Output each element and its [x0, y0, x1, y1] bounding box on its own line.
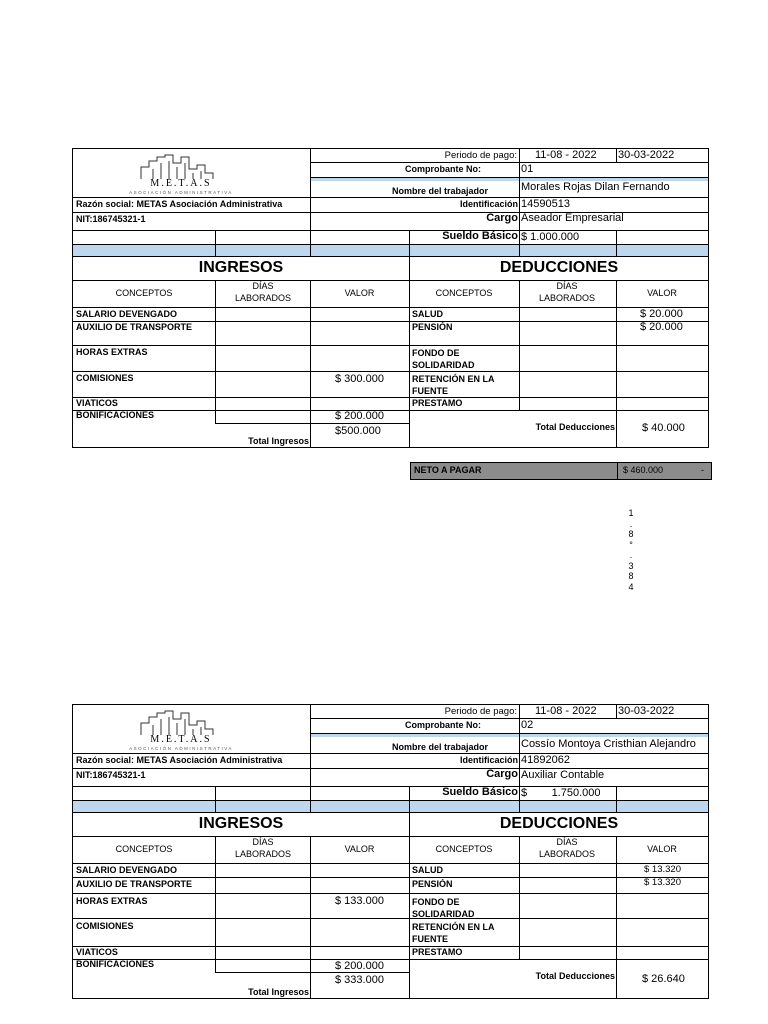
salud-label: SALUD	[412, 865, 443, 875]
conceptos-header: CONCEPTOS	[435, 288, 493, 298]
total-deducciones-value: $ 40.000	[642, 422, 685, 434]
bonificaciones-label: BONIFICACIONES	[76, 410, 155, 420]
salud-label: SALUD	[412, 309, 443, 319]
valor-header: VALOR	[647, 844, 677, 854]
identificacion-label: Identificación	[459, 199, 518, 209]
identificacion-label: Identificación	[459, 755, 518, 765]
periodo-label: Periodo de pago:	[444, 150, 517, 161]
cargo-label: Cargo	[486, 768, 518, 780]
nombre-label: Nombre del trabajador	[391, 742, 488, 752]
retencion-label: RETENCIÓN EN LA FUENTE	[412, 374, 495, 396]
comprobante-value: 02	[521, 719, 534, 731]
retencion-label: RETENCIÓN EN LA FUENTE	[412, 922, 495, 944]
comprobante-label: Comprobante No:	[405, 720, 481, 730]
nit: NIT:186745321-1	[76, 214, 146, 224]
payroll-slip-2	[72, 704, 709, 999]
prestamo-label: PRESTAMO	[412, 398, 463, 408]
comprobante-label: Comprobante No:	[405, 164, 481, 174]
bonificaciones-value: $ 200.000	[335, 410, 384, 422]
bonificaciones-value: $ 200.000	[335, 960, 384, 972]
deducciones-title: DEDUCCIONES	[499, 815, 619, 832]
neto-a-pagar-bar	[410, 462, 712, 480]
salario-label: SALARIO DEVENGADO	[76, 309, 178, 319]
valor-header: VALOR	[344, 288, 375, 298]
svg-text:ASOCIACIÓN ADMINISTRATIVA: ASOCIACIÓN ADMINISTRATIVA	[129, 746, 233, 751]
payroll-slip-1	[72, 148, 709, 448]
neto-label: NETO A PAGAR	[414, 465, 482, 475]
fondo-label: FONDO DE SOLIDARIDAD	[412, 897, 475, 919]
identificacion-value: 14590513	[521, 198, 570, 210]
auxilio-label: AUXILIO DE TRANSPORTE	[76, 879, 193, 889]
sueldo-value: $ 1.750.000	[521, 787, 601, 799]
razon-social: Razón social: METAS Asociación Administrativa	[76, 199, 283, 209]
svg-text:M.E.T.A.S: M.E.T.A.S	[150, 734, 212, 745]
total-deducciones-label: Total Deducciones	[535, 422, 615, 432]
viaticos-label: VIATICOS	[76, 398, 118, 408]
comprobante-value: 01	[521, 163, 534, 175]
nombre-value: Cossío Montoya Cristhian Alejandro	[521, 738, 696, 750]
total-ingresos-value: $ 333.000	[335, 974, 384, 986]
metas-logo	[97, 153, 267, 195]
sueldo-label: Sueldo Básico	[442, 230, 518, 242]
total-ingresos-label: Total Ingresos	[248, 987, 309, 997]
metas-logo	[97, 709, 267, 751]
deducciones-title: DEDUCCIONES	[499, 259, 619, 276]
fecha-inicio: 11-08 - 2022	[535, 705, 597, 717]
dias-header: DÍAS LABORADOS	[538, 281, 596, 303]
valor-header: VALOR	[344, 844, 375, 854]
salud-value: $ 13.320	[644, 864, 681, 875]
svg-text:ASOCIACIÓN ADMINISTRATIVA: ASOCIACIÓN ADMINISTRATIVA	[129, 190, 233, 195]
conceptos-header: CONCEPTOS	[115, 844, 173, 854]
conceptos-header: CONCEPTOS	[115, 288, 173, 298]
svg-text:M.E.T.A.S: M.E.T.A.S	[150, 178, 212, 189]
dias-header: DÍAS LABORADOS	[538, 837, 596, 859]
identificacion-value: 41892062	[521, 754, 570, 766]
sueldo-value: $ 1.000.000	[521, 231, 580, 243]
cargo-value: Aseador Empresarial	[521, 212, 624, 224]
comisiones-value: $ 300.000	[335, 373, 384, 385]
fecha-inicio: 11-08 - 2022	[535, 149, 597, 161]
horas-label: HORAS EXTRAS	[76, 896, 148, 906]
total-deducciones-label: Total Deducciones	[535, 971, 615, 981]
fecha-fin: 30-03-2022	[618, 149, 675, 161]
sueldo-label: Sueldo Básico	[442, 786, 518, 798]
horas-value: $ 133.000	[335, 895, 384, 907]
vertical-number: 1 . 8 ° . 3 8 4	[628, 508, 634, 592]
nombre-label: Nombre del trabajador	[391, 186, 488, 196]
neto-value: $ 460.000	[623, 465, 664, 475]
neto-dash: -	[701, 465, 704, 475]
total-ingresos-value: $500.000	[335, 425, 381, 437]
pension-value: $ 20.000	[640, 321, 683, 333]
pension-label: PENSIÓN	[412, 322, 453, 332]
ingresos-title: INGRESOS	[198, 259, 284, 276]
nit: NIT:186745321-1	[76, 770, 146, 780]
razon-social: Razón social: METAS Asociación Administrativa	[76, 755, 283, 765]
ingresos-title: INGRESOS	[198, 815, 284, 832]
prestamo-label: PRESTAMO	[412, 947, 463, 957]
comisiones-label: COMISIONES	[76, 373, 134, 383]
conceptos-header: CONCEPTOS	[435, 844, 493, 854]
dias-header: DÍAS LABORADOS	[234, 837, 292, 859]
total-ingresos-label: Total Ingresos	[248, 436, 309, 446]
periodo-label: Periodo de pago:	[444, 706, 517, 717]
pension-value: $ 13.320	[644, 877, 681, 888]
dias-header: DÍAS LABORADOS	[234, 281, 292, 303]
bonificaciones-label: BONIFICACIONES	[76, 959, 155, 969]
salario-label: SALARIO DEVENGADO	[76, 865, 178, 875]
auxilio-label: AUXILIO DE TRANSPORTE	[76, 322, 193, 332]
cargo-label: Cargo	[486, 212, 518, 224]
fondo-label: FONDO DE SOLIDARIDAD	[412, 348, 475, 370]
viaticos-label: VIATICOS	[76, 947, 118, 957]
cargo-value: Auxiliar Contable	[521, 769, 605, 781]
horas-label: HORAS EXTRAS	[76, 347, 148, 357]
total-deducciones-value: $ 26.640	[642, 973, 685, 985]
pension-label: PENSIÓN	[412, 879, 453, 889]
salud-value: $ 20.000	[640, 308, 683, 320]
comisiones-label: COMISIONES	[76, 921, 134, 931]
valor-header: VALOR	[647, 288, 677, 298]
nombre-value: Morales Rojas Dilan Fernando	[521, 181, 670, 193]
fecha-fin: 30-03-2022	[618, 705, 675, 717]
